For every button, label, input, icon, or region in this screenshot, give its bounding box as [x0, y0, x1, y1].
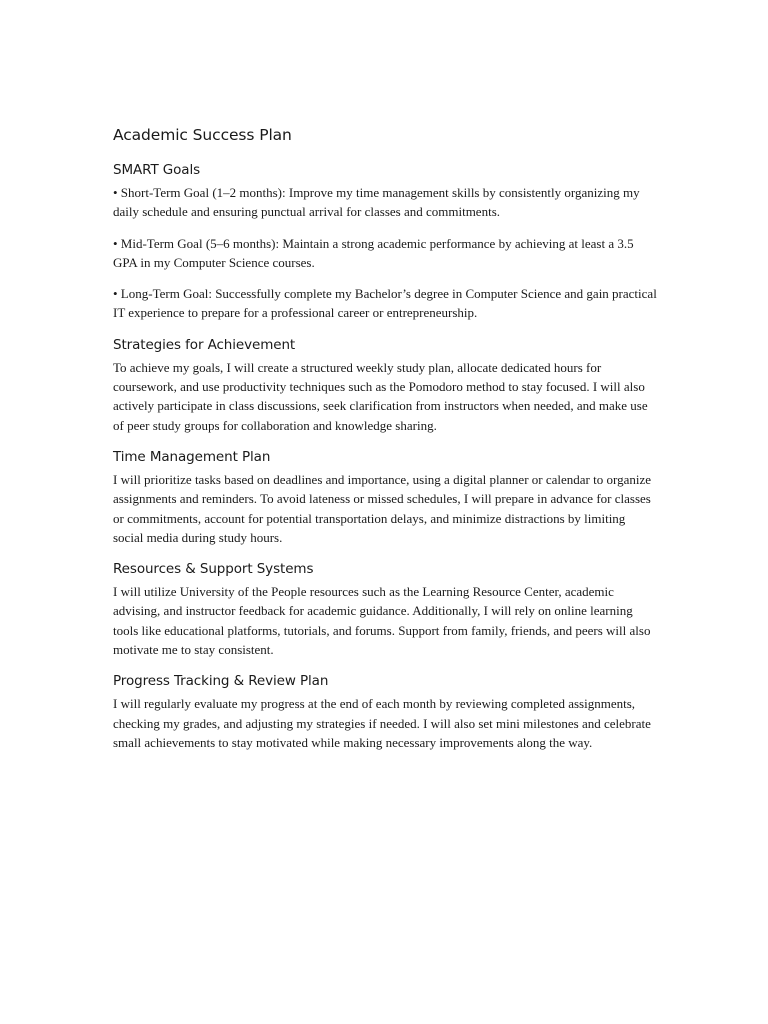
smart-goals-section — [113, 160, 658, 323]
long-term-goal: • Long-Term Goal: Successfully complete my Bachelor’s degree in Computer Science and gain practical IT experience to prepare for a professional career or entrepreneurship. — [113, 286, 657, 321]
smart-goals-heading: SMART Goals — [113, 162, 201, 178]
strategies-text: To achieve my goals, I will create a structured weekly study plan, allocate dedicated hours for coursework, and use productivity techniques such as the Pomodoro method to stay focused. I will also actively participate in class discussions, seek clarification from instructors when needed, and make use of peer study groups for collaboration and knowledge sharing. — [113, 359, 648, 433]
short-term-goal: • Short-Term Goal (1–2 months): Improve my time management skills by consistently organizing my daily schedule and ensuring punctual arrival for classes and commitments. — [113, 185, 640, 220]
progress-text: I will regularly evaluate my progress at the end of each month by reviewing completed assignments, checking my grades, and adjusting my strategies if needed. I will also set mini milestones and celebrate small achievements to stay motivated while making necessary improvements along the way. — [113, 696, 651, 750]
progress-section — [113, 671, 658, 752]
resources-section — [113, 559, 658, 659]
resources-text: I will utilize University of the People resources such as the Learning Resource Center, academic advising, and instructor feedback for academic guidance. Additionally, I will rely on online learning tools like educational platforms, tutorials, and forums. Support from family, friends, and peers will also motivate me to stay consistent. — [113, 584, 651, 658]
mid-term-goal: • Mid-Term Goal (5–6 months): Maintain a strong academic performance by achieving at least a 3.5 GPA in my Computer Science courses. — [113, 235, 634, 270]
strategies-section — [113, 335, 658, 435]
resources-heading: Resources & Support Systems — [113, 561, 314, 578]
time-management-text: I will prioritize tasks based on deadlines and importance, using a digital planner or calendar to organize assignments and reminders. To avoid lateness or missed schedules, I will prepare in advance for classes or commitments, account for potential transportation delays, and minimize distractions by limiting social media during study hours. — [113, 471, 652, 545]
time-management-section — [113, 447, 658, 547]
document-title: Academic Success Plan — [113, 126, 292, 144]
strategies-heading: Strategies for Achievement — [113, 336, 296, 353]
progress-heading: Progress Tracking & Review Plan — [113, 673, 329, 690]
time-management-heading: Time Management Plan — [113, 448, 271, 465]
document-page — [113, 124, 658, 764]
